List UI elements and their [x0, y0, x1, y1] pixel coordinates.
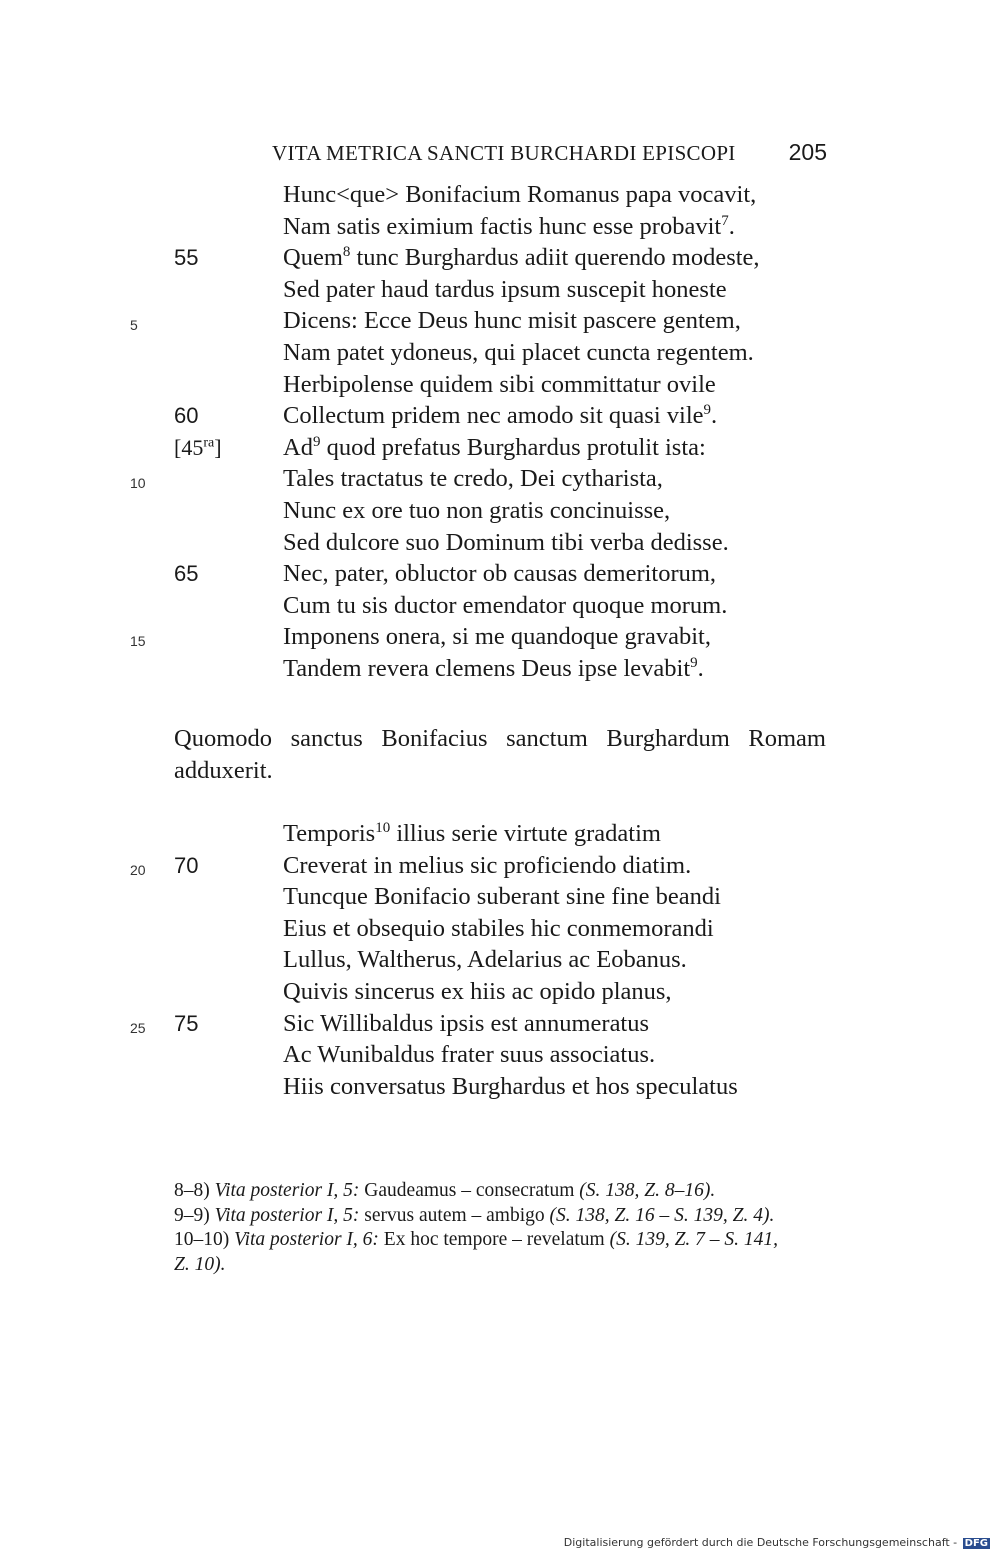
folio-marker-side: ra — [203, 435, 215, 451]
verse-text-body: Hunc<que> Bonifacium Romanus papa vocavit, — [283, 181, 757, 208]
verse-number: 75 — [174, 1010, 199, 1036]
footnote-mark: 9–9) — [174, 1204, 210, 1226]
verse-text — [283, 276, 727, 304]
verse-text-body: Eius et obsequio stabiles hic conmemorandi — [283, 914, 714, 942]
verse-text — [283, 623, 711, 651]
footnote-continuation — [174, 1253, 834, 1278]
verse-text — [283, 371, 716, 399]
verse-text — [283, 529, 729, 557]
verse-number: 55 — [174, 245, 199, 271]
verse-line — [0, 592, 1000, 624]
footnote — [174, 1204, 834, 1229]
verse-text — [283, 820, 661, 848]
verse-text — [283, 244, 760, 272]
folio-marker-text: [45 — [174, 434, 204, 460]
verse-line — [0, 465, 1000, 497]
verse-text-body: Ac Wunibaldus frater suus associatus. — [283, 1041, 656, 1069]
verse-text — [283, 978, 672, 1006]
verse-line — [0, 978, 1000, 1010]
verse-text — [283, 655, 704, 683]
verse-line — [0, 402, 1000, 434]
page-line-number: 5 — [130, 317, 138, 334]
verse-text — [283, 592, 727, 620]
verse-line — [0, 1073, 1000, 1105]
page-line-number: 20 — [130, 861, 146, 878]
footnotes — [174, 1179, 834, 1277]
footnote — [174, 1228, 834, 1253]
verse-text-end: . — [711, 402, 718, 430]
footnote-mark: 8–8) — [174, 1180, 210, 1201]
verse-number: 65 — [174, 561, 199, 587]
verse-text-end: . — [697, 654, 704, 682]
verse-text-body: Herbipolense quidem sibi committatur ovile — [283, 370, 716, 398]
verse-line — [0, 497, 1000, 529]
verse-text — [283, 883, 721, 911]
verse-text-body: Sed dulcore suo Dominum tibi verba dedisse. — [283, 528, 729, 556]
verse-text — [283, 402, 717, 430]
verse-text-body: Nam satis eximium factis hunc esse probavit — [283, 212, 722, 240]
verse-text-body: Imponens onera, si me quandoque gravabit, — [283, 623, 711, 651]
verse-line — [0, 852, 1000, 884]
verse-text-body: Tandem revera clemens Deus ipse levabit — [283, 654, 691, 682]
verse-text-rest: tunc Burghardus adiit querendo modeste, — [350, 244, 760, 272]
verse-text — [283, 946, 687, 974]
footnote-quote: Ex hoc tempore – revelatum — [383, 1229, 605, 1250]
footnote-ref: (S. 138, Z. 16 – S. 139, Z. 4). — [549, 1204, 775, 1226]
verse-text-body: Sic Willibaldus ipsis est annumeratus — [283, 1009, 650, 1037]
verse-text — [283, 1010, 649, 1038]
folio-marker — [174, 435, 222, 461]
footnote-ref-cont: Z. 10). — [174, 1253, 226, 1275]
verse-line — [0, 371, 1000, 403]
footnote-reference: 9 — [703, 402, 711, 418]
verse-text-body: Sed pater haud tardus ipsum suscepit honeste — [283, 275, 727, 303]
verse-line — [0, 915, 1000, 947]
footnote-reference: 7 — [721, 212, 729, 229]
running-title: VITA METRICA SANCTI BURCHARDI EPISCOPI — [272, 141, 736, 165]
funding-credit-text: Digitalisierung gefördert durch die Deutsche Forschungsgemeinschaft - — [563, 1536, 958, 1549]
verse-text-body: Quivis sincerus ex hiis ac opido planus, — [283, 977, 672, 1005]
verse-text-body: Nam patet ydoneus, qui placet cuncta regentem. — [283, 338, 754, 366]
footnote-quote: Gaudeamus – consecratum — [364, 1180, 575, 1201]
verse-text-start: Temporis — [283, 820, 376, 847]
verse-text-body: Tuncque Bonifacio suberant sine fine beandi — [283, 883, 721, 911]
verse-line — [0, 623, 1000, 655]
verse-text — [283, 497, 670, 525]
verse-line — [0, 560, 1000, 592]
verse-line — [0, 1010, 1000, 1042]
verse-line — [0, 529, 1000, 561]
page-line-number: 25 — [130, 1019, 146, 1036]
verse-text — [283, 852, 691, 880]
page-line-number: 15 — [130, 633, 146, 650]
footnote-mark: 10–10) — [174, 1229, 230, 1250]
verse-line — [0, 883, 1000, 915]
verse-line — [0, 946, 1000, 978]
running-header — [272, 139, 827, 171]
verse-line — [0, 339, 1000, 371]
verse-text-body: Nec, pater, obluctor ob causas demeritorum, — [283, 560, 717, 588]
verse-line — [0, 820, 1000, 852]
verse-line — [0, 276, 1000, 308]
verse-line — [0, 244, 1000, 276]
footnote-source: Vita posterior I, 6: — [234, 1229, 379, 1250]
verse-text-body: Creverat in melius sic proficiendo diatim. — [283, 851, 692, 879]
dfg-logo: DFG — [964, 1538, 988, 1549]
verse-number: 70 — [174, 852, 199, 878]
verse-text — [283, 339, 754, 367]
verse-text-rest: quod prefatus Burghardus protulit ista: — [320, 433, 706, 461]
verse-text-end: . — [728, 212, 735, 240]
footnote-quote: servus autem – ambigo — [364, 1204, 545, 1226]
verse-line — [0, 1041, 1000, 1073]
verse-line — [0, 655, 1000, 687]
page-number: 205 — [788, 139, 827, 165]
footnote-ref: (S. 138, Z. 8–16). — [579, 1180, 716, 1201]
verse-text-body: Cum tu sis ductor emendator quoque morum. — [283, 591, 728, 619]
verse-line — [0, 434, 1000, 466]
verse-line — [0, 181, 1000, 213]
funding-credit — [564, 1536, 990, 1549]
section-heading-line-1: Quomodo sanctus Bonifacius sanctum Burghardum Romam — [174, 725, 826, 752]
verse-text — [283, 560, 716, 588]
footnote-ref: (S. 139, Z. 7 – S. 141, — [609, 1229, 779, 1250]
verse-text-body: Collectum pridem nec amodo sit quasi vile — [283, 402, 704, 430]
footnote-reference: 9 — [312, 433, 321, 450]
verse-text — [283, 213, 735, 241]
footnote-source: Vita posterior I, 5: — [214, 1180, 360, 1201]
verse-text — [283, 915, 714, 943]
verse-line — [0, 307, 1000, 339]
folio-marker-close: ] — [214, 434, 222, 460]
footnote-reference: 8 — [342, 244, 351, 261]
verse-text — [283, 181, 756, 209]
verse-text-body: Lullus, Waltherus, Adelarius ac Eobanus. — [283, 946, 687, 974]
verse-text — [283, 434, 706, 462]
verse-text-body: Dicens: Ecce Deus hunc misit pascere gentem, — [283, 307, 741, 335]
footnote-reference: 9 — [690, 654, 698, 671]
footnote — [174, 1179, 834, 1204]
verse-text-start: Quem — [283, 244, 343, 272]
footnote-reference: 10 — [375, 819, 391, 836]
section-heading — [174, 723, 826, 787]
footnote-source: Vita posterior I, 5: — [214, 1204, 360, 1226]
page-line-number: 10 — [130, 475, 146, 492]
verse-block-1 — [0, 181, 1000, 687]
verse-text-body: Nunc ex ore tuo non gratis concinuisse, — [283, 496, 671, 524]
section-heading-line-2: adduxerit. — [174, 757, 273, 784]
verse-text-rest: illius serie virtute gradatim — [390, 820, 661, 847]
verse-text — [283, 465, 663, 493]
verse-text-body: Hiis conversatus Burghardus et hos speculatus — [283, 1072, 738, 1100]
verse-line — [0, 213, 1000, 245]
verse-text — [283, 1073, 738, 1101]
verse-text-body: Tales tractatus te credo, Dei cytharista, — [283, 465, 663, 493]
verse-text — [283, 307, 741, 335]
verse-text-start: Ad — [283, 433, 313, 461]
verse-block-2 — [0, 820, 1000, 1104]
verse-number: 60 — [174, 403, 199, 429]
verse-text — [283, 1041, 655, 1069]
